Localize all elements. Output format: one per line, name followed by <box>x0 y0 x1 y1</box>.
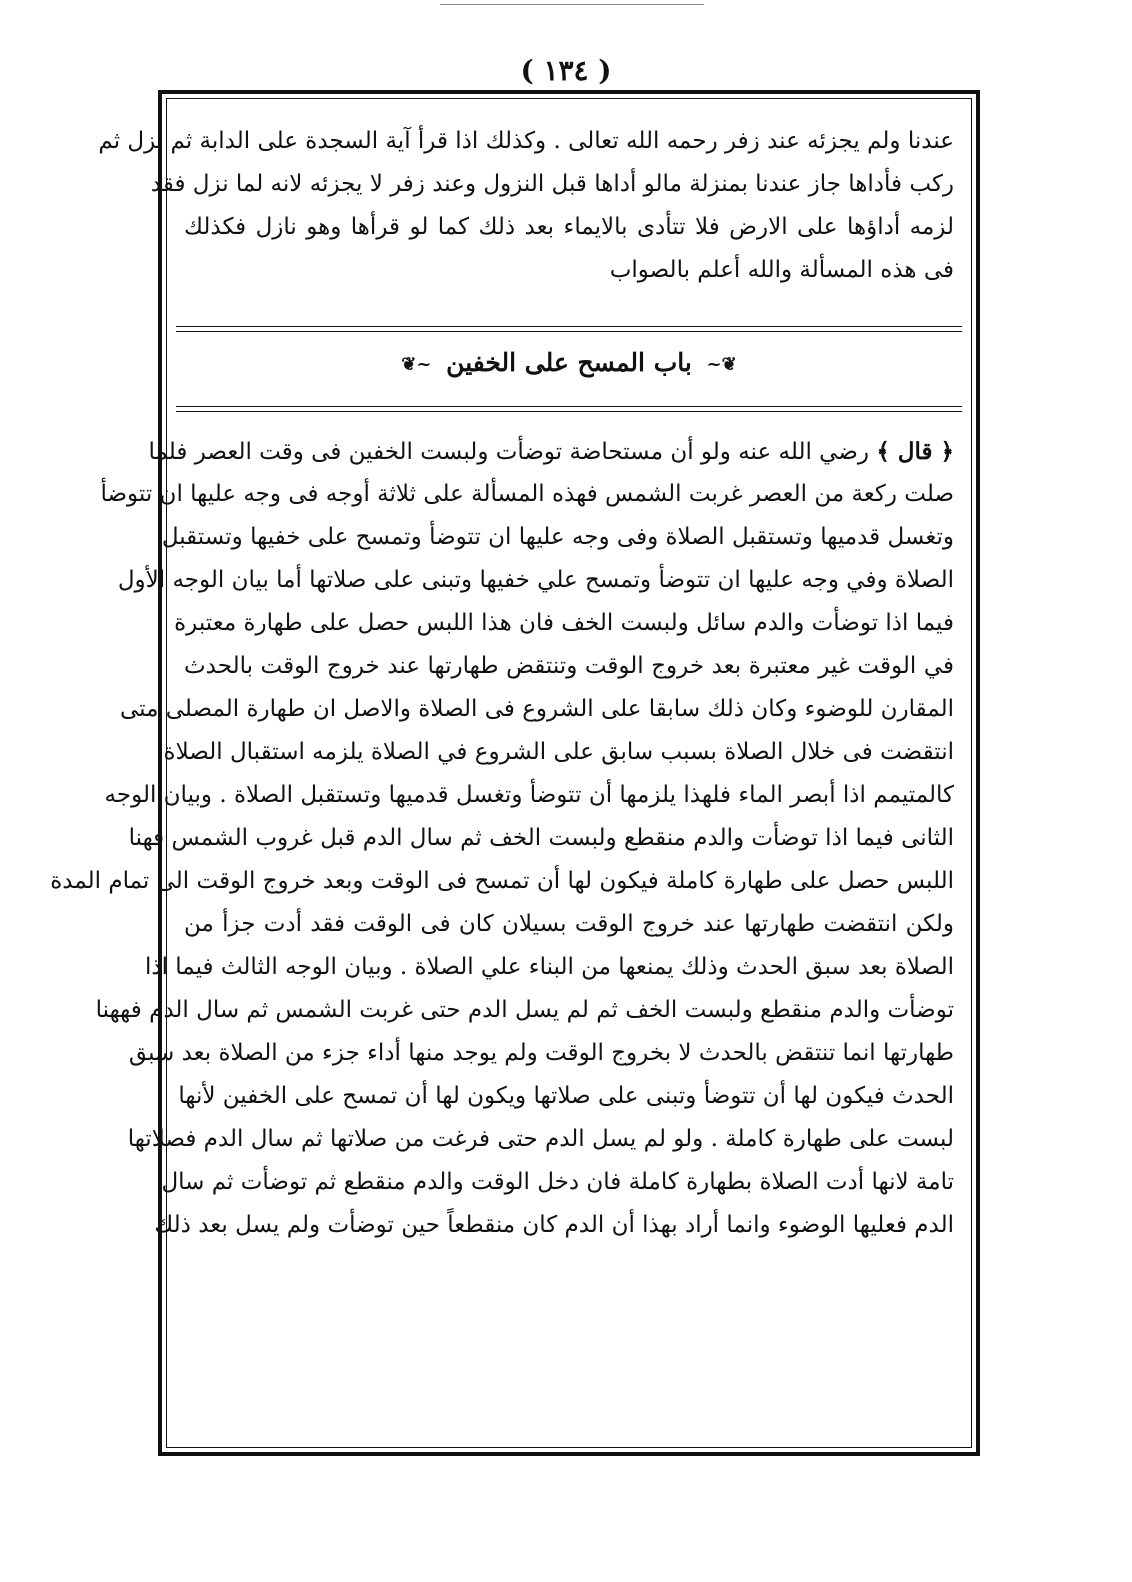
section-2-line: تامة لانها أدت الصلاة بطهارة كاملة فان دخل الوقت والدم منقطع ثم توضأت ثم سال <box>161 1169 954 1195</box>
divider <box>176 326 962 327</box>
section-2-line <box>184 1333 954 1376</box>
section-1-text <box>98 120 954 292</box>
section-2-line: الصلاة وفي وجه عليها ان تتوضأ وتمسح علي خفيها وتبنى على صلاتها أما بيان الوجه الأول <box>117 567 954 593</box>
section-1-line: ركب فأداها جاز عندنا بمنزلة مالو أداها قبل النزول وعند زفر لا يجزئه لانه لما نزل فقد <box>150 171 954 197</box>
opening-word: ﴿ قال ﴾ <box>876 438 954 465</box>
section-1-line: لزمه أداؤها على الارض فلا تتأدى بالايماء بعد ذلك كما لو قرأها وهو نازل فكذلك <box>184 214 954 240</box>
section-2-line: صلت ركعة من العصر غربت الشمس فهذه المسألة على ثلاثة أوجه فى وجه عليها ان تتوضأ <box>100 481 954 507</box>
section-2-line: انتقضت فى خلال الصلاة بسبب سابق على الشروع في الصلاة يلزمه استقبال الصلاة <box>163 739 954 765</box>
section-2-line: كالمتيمم اذا أبصر الماء فلهذا يلزمها أن تتوضأ وتغسل قدميها وتستقبل الصلاة . وبيان الوجه <box>104 782 954 808</box>
section-2-line: وتغسل قدميها وتستقبل الصلاة وفى وجه عليها ان تتوضأ وتمسح على خفيها وتستقبل <box>161 524 954 550</box>
section-2-text <box>50 430 954 1462</box>
section-1-line: عندنا ولم يجزئه عند زفر رحمه الله تعالى . وكذلك اذا قرأ آية السجدة على الدابة ثم نزل ثم <box>98 128 954 154</box>
section-2-line: الصلاة بعد سبق الحدث وذلك يمنعها من البناء علي الصلاة . وبيان الوجه الثالث فيما اذا <box>144 954 954 980</box>
ornament-icon: ❦~ <box>706 354 737 375</box>
page-number: ( ١٣٤ ) <box>520 54 612 87</box>
section-2-line: الدم فعليها الوضوء وانما أراد بهذا أن الدم كان منقطعاً حين توضأت ولم يسل بعد ذلك <box>154 1212 954 1238</box>
section-2-line: فيما اذا توضأت والدم سائل ولبست الخف فان هذا اللبس حصل على طهارة معتبرة <box>174 610 954 636</box>
section-2-line: الحدث فيكون لها أن تتوضأ وتبنى على صلاتها ويكون لها أن تمسح على الخفين لأنها <box>178 1083 954 1109</box>
page-frame <box>50 90 980 1456</box>
section-2-line <box>184 1247 954 1290</box>
section-2-line <box>184 1376 954 1419</box>
section-2-line: الثانى فيما اذا توضأت والدم منقطع ولبست الخف ثم سال الدم قبل غروب الشمس فهنا <box>128 825 954 851</box>
section-2-line <box>184 1290 954 1333</box>
divider <box>176 331 962 332</box>
divider <box>176 411 962 412</box>
section-2-line: في الوقت غير معتبرة بعد خروج الوقت وتنتقض طهارتها عند خروج الوقت بالحدث <box>184 653 954 679</box>
section-2-line: توضأت والدم منقطع ولبست الخف ثم لم يسل الدم حتى غربت الشمس ثم سال الدم فههنا <box>95 997 954 1023</box>
section-2-line: المقارن للوضوء وكان ذلك سابقا على الشروع فى الصلاة والاصل ان طهارة المصلى متى <box>119 696 954 722</box>
chapter-heading <box>162 348 976 377</box>
chapter-title: باب المسح على الخفين <box>446 348 692 377</box>
section-2-line <box>184 1419 954 1462</box>
section-2-line: ولكن انتقضت طهارتها عند خروج الوقت بسيلان كان فى الوقت فقد أدت جزأ من <box>184 911 954 937</box>
top-rule <box>440 4 704 5</box>
first-line-rest: رضي الله عنه ولو أن مستحاضة توضأت ولبست الخفين فى وقت العصر فلما <box>148 439 877 465</box>
divider <box>176 406 962 407</box>
section-2-line: لبست على طهارة كاملة . ولو لم يسل الدم حتى فرغت من صلاتها ثم سال الدم فصلاتها <box>127 1126 954 1152</box>
section-2-line: طهارتها انما تنتقض بالحدث لا بخروج الوقت ولم يوجد منها أداء جزء من الصلاة بعد سبق <box>128 1040 954 1066</box>
section-2-line: اللبس حصل على طهارة كاملة فيكون لها أن تمسح فى الوقت وبعد خروج الوقت الى تمام المدة <box>50 868 954 894</box>
section-2-first-line <box>148 430 954 473</box>
ornament-icon: ~❦ <box>401 354 432 375</box>
section-1-line: فى هذه المسألة والله أعلم بالصواب <box>609 257 954 283</box>
